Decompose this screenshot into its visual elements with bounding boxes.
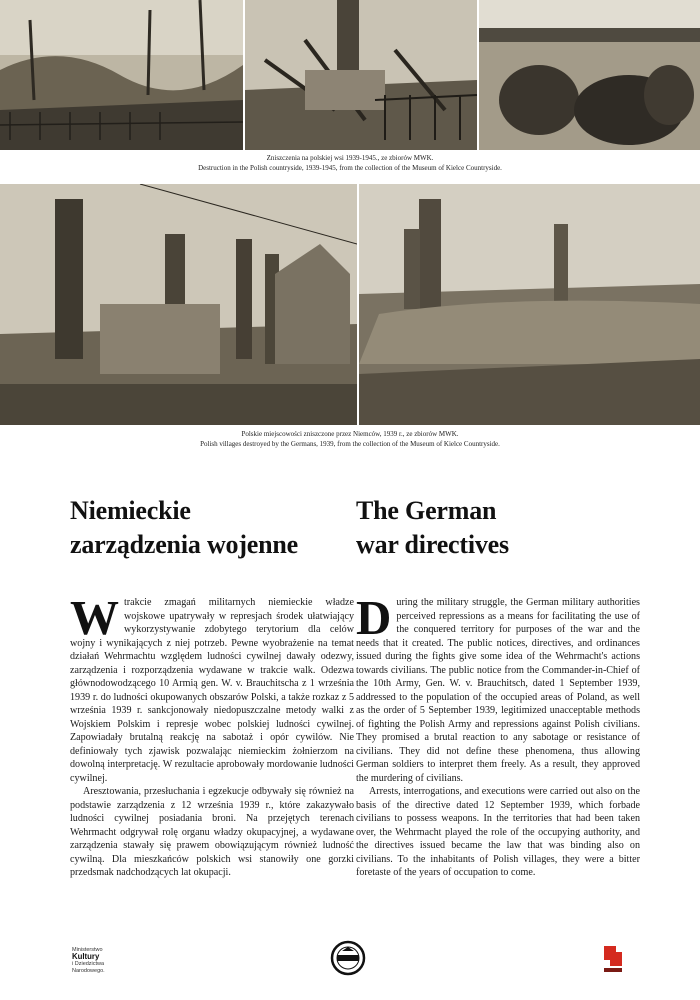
museum-seal-logo: [330, 940, 366, 976]
paragraph-en-1-text: uring the military struggle, the German military authorities perceived repressions as a means for facilitating the use of the conquered territory for purposes of the war and the needs that it created. The public notices, directives, and ordinances issued during the fights give some idea of the Wehrmacht's actions towards civilians. The public notice from the Commander-in-Chief of the 10th Army, Gen. W. v. Brauchitsch, dated 1 September 1939, addressed to the population of the occupied areas of Poland, as well as the order of 5 September 1939, legitimized unacceptable methods of fighting the Polish Army and repressions against Polish civilians. They promised a brutal reaction to any sabotage or resistance of civilians. They did not define these phenomena, thus allowing German soldiers to interpret them freely. As a result, they approved the murdering of civilians.: [356, 597, 640, 784]
page-title-en-line2: war directives: [356, 530, 509, 559]
ministry-logo-line1: Ministerstwo: [72, 947, 103, 953]
dropcap-en: D: [356, 590, 392, 645]
caption-top-pl: Zniszczenia na polskiej wsi 1939-1945., ze zbiorów MWK.: [266, 154, 434, 162]
paragraph-en-2: Arrests, interrogations, and executions were carried out also on the basis of the directive dated 12 September 1939, which forbade civilians to possess weapons. In the territories that had been taken over, the Wehrmacht played the role of the occupying authority, and the directives issued became the law that was binding also on civilians. To the inhabitants of Polish villages, they were a bitter foretaste of the years of occupation to come.: [356, 786, 640, 878]
text-column-en: [356, 590, 640, 880]
photo-burned-chimney: [245, 0, 477, 150]
page-title-pl: [70, 494, 298, 562]
caption-middle: [0, 430, 700, 449]
caption-top: [0, 154, 700, 173]
photo-soldiers-in-field: [479, 0, 700, 150]
paragraph-pl-2: Aresztowania, przesłuchania i egzekucje odbywały się również na podstawie zarządzenia z 12 września 1939 r., które zakazywało ludności cywilnej posiadania broni. Na przejętych terenach Wehrmacht odgrywał rolę organu władzy okupacyjnej, a wydawane zarządzenia stawały się prawem obowiązującym również ludność cywilną. Dla mieszkańców polskich wsi stanowiły one gorzki przedsmak nadchodzących lat okupacji.: [70, 786, 354, 878]
dropcap-pl: W: [70, 590, 119, 645]
page-title-en-line1: The German: [356, 496, 497, 525]
caption-middle-en: Polish villages destroyed by the Germans, 1939, from the collection of the Museum of Kielce Countryside.: [200, 439, 500, 448]
ministry-logo: [72, 947, 105, 974]
photo-village-ruins-panorama: [359, 184, 700, 425]
paragraph-pl-1-text: trakcie zmagań militarnych niemieckie władze wojskowe upatrywały w represjach środek ułatwiający wykorzystywanie zdobytego terytorium dla celów wojny i wynikających z niej potrzeb. Pewne wyobrażenie na temat działań Wehrmachtu względem ludności cywilnej dawały odezwy, zarządzenia i rozporządzenia wydawane w trakcie walk. Odezwa głównodowodzącego 10 Armią gen. W. v. Brauchitscha z 1 września 1939 r. do ludności okupowanych obszarów Polski, a także rozkaz z 5 września 1939 r. sankcjonowały niedopuszczalne metody walki z Wojskiem Polskim i represje wobec polskiej ludności cywilnej. Zapowiadały brutalną reakcję na sabotaż i opór cywilów. Nie definiowały tych zjawisk pozwalając niemieckim żołnierzom na dowolną interpretację. W rezultacie aprobowały mordowanie ludności cywilnej.: [70, 597, 354, 784]
photo-burned-village-ruins: [0, 0, 243, 150]
page-title-pl-line2: zarządzenia wojenne: [70, 530, 298, 559]
page-title-pl-line1: Niemieckie: [70, 496, 191, 525]
ministry-logo-line2: Kultury: [72, 952, 100, 962]
page-title-en: [356, 494, 509, 562]
paragraph-en-1: [356, 590, 640, 785]
ministry-logo-line3: i Dziedzictwa: [72, 961, 105, 968]
paragraph-pl-1: [70, 590, 354, 785]
caption-middle-pl: Polskie miejscowości zniszczone przez Niemców, 1939 r., ze zbiorów MWK.: [241, 430, 459, 438]
text-column-pl: [70, 590, 354, 880]
caption-top-en: Destruction in the Polish countryside, 1939-1945, from the collection of the Museum of Kielce Countryside.: [198, 163, 502, 172]
photo-destroyed-town-chimneys: [0, 184, 357, 425]
red-emblem-logo: [602, 944, 624, 974]
ministry-logo-line4: Narodowego.: [72, 967, 105, 974]
